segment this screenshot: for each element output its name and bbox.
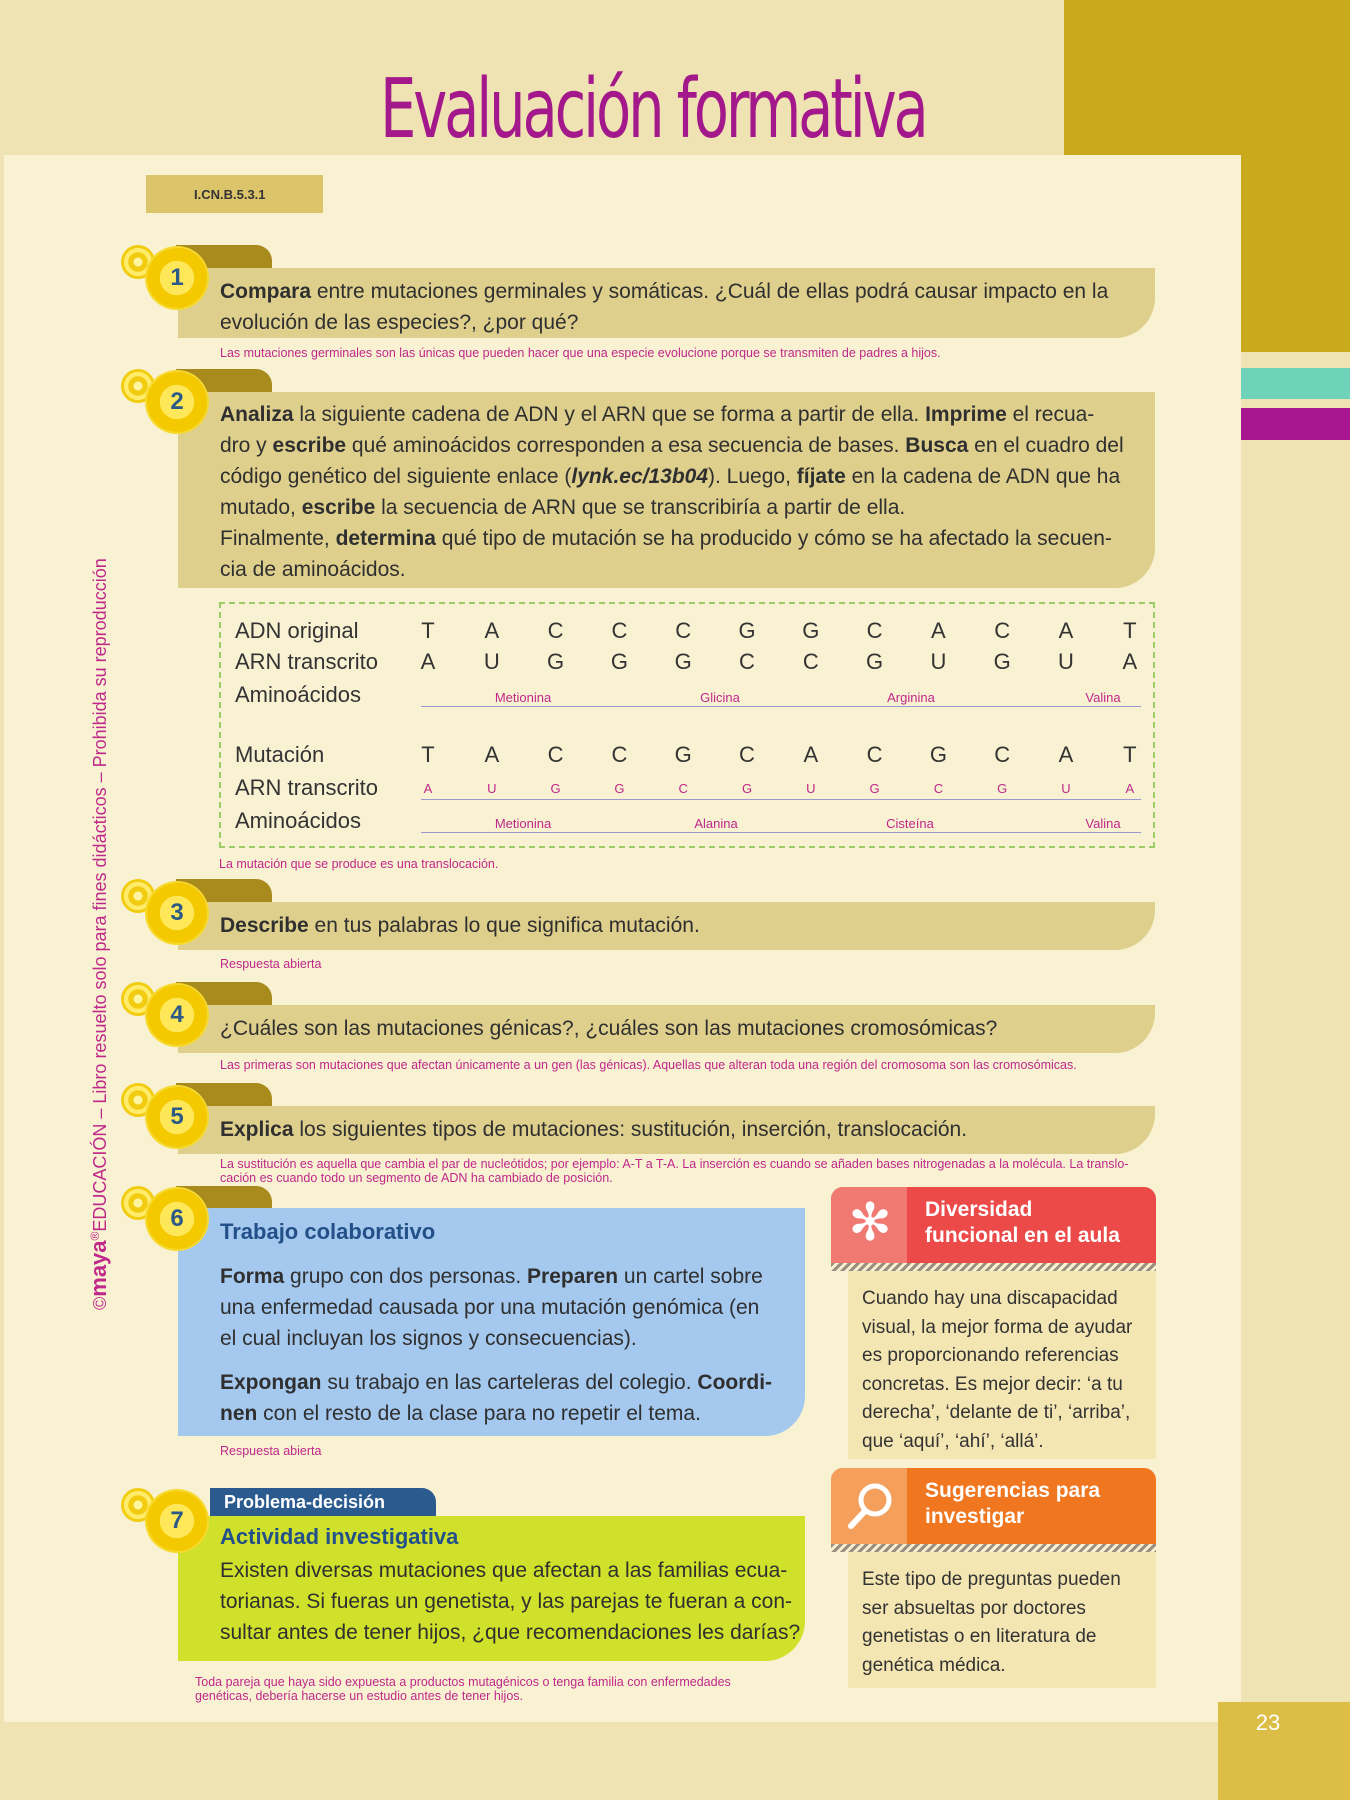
arn-mutado-base: G — [741, 781, 753, 796]
question-7-answer: Toda pareja que haya sido expuesta a productos mutagénicos o tenga familia con enfermedades genéticas, debería hacerse un estudio antes de tener hijos. — [195, 1675, 731, 1703]
diversidad-line: derecha’, ‘delante de ti’, ‘arriba’, — [862, 1402, 1131, 1423]
aminoacido: Metionina — [494, 690, 552, 705]
mutacion-base: C — [611, 742, 628, 767]
sugerencias-line: Este tipo de preguntas pueden — [862, 1569, 1121, 1590]
sugerencias-line: ser absueltas por doctores — [862, 1597, 1086, 1619]
arn-mutado-base: G — [997, 781, 1008, 796]
arn-mutado-base: U — [806, 781, 816, 796]
arn-base: A — [420, 649, 436, 674]
row-label-arn-mutado: ARN transcrito — [235, 775, 379, 800]
aminoacido-mutado: Metionina — [494, 816, 552, 831]
arn-mutado-base: C — [933, 781, 944, 796]
diversidad-line: que ‘aquí’, ‘ahí’, ‘allá’. — [862, 1430, 1044, 1452]
arn-mutado-base: G — [550, 781, 561, 796]
arn-base: C — [802, 649, 819, 674]
right-margin — [1241, 352, 1350, 1800]
adn-base: C — [994, 618, 1011, 643]
adn-base: G — [802, 618, 820, 643]
flower-icon: ✻ — [848, 1193, 892, 1253]
header-stripe — [831, 1544, 1156, 1552]
mutacion-base: G — [674, 742, 692, 767]
question-2-text: Analiza la siguiente cadena de ADN y el ARN que se forma a partir de ella. Imprime el recua- dro y escribe qué aminoácidos corresponden a esa secuencia de bases. Busca en el cuadro del código genético del siguiente enlace (lynk.ec/13b04). Luego, fíjate en la cadena de ADN que ha mutado, escribe la secuencia de ARN que se transcribiría a partir de ella. Finalmente, determina qué tipo de mutación se ha producido y cómo se ha afectado la secuen- cia de aminoácidos. — [220, 403, 1124, 581]
magenta-stripe — [1241, 408, 1350, 440]
bottom-band — [0, 1722, 1350, 1800]
diversidad-line: es proporcionando referencias — [862, 1345, 1119, 1366]
question-6-answer: Respuesta abierta — [220, 1444, 322, 1458]
sugerencias-line: genética médica. — [862, 1654, 1006, 1676]
arn-base: G — [993, 649, 1011, 674]
aminoacido: Glicina — [700, 690, 740, 705]
sugerencias-body — [848, 1552, 1156, 1688]
mutacion-base: A — [803, 742, 819, 767]
arn-mutado-base: U — [1061, 781, 1071, 796]
question-4-answer: Las primeras son mutaciones que afectan únicamente a un gen (las génicas). Aquellas que alteran toda una región del cromosoma son las cromosómicas. — [220, 1058, 1077, 1072]
diversidad-body — [848, 1271, 1156, 1459]
aminoacido-mutado: Alanina — [694, 816, 738, 831]
adn-base: T — [421, 618, 435, 643]
question-4-number: 4 — [170, 1001, 184, 1028]
row-label-arn: ARN transcrito — [235, 649, 379, 674]
arn-mutado-base: A — [1125, 781, 1135, 796]
question-6-number: 6 — [170, 1205, 184, 1232]
genetic-code-link[interactable]: lynk.ec/13b04 — [571, 465, 709, 488]
adn-base: C — [611, 618, 628, 643]
question-1-answer: Las mutaciones germinales son las únicas que pueden hacer que una especie evolucione porque se transmiten de padres a hijos. — [220, 346, 941, 360]
question-5-text: Explica los siguientes tipos de mutaciones: sustitución, inserción, translocación. — [220, 1118, 968, 1141]
row-label-aminoacidos: Aminoácidos — [235, 682, 361, 707]
adn-base: A — [484, 618, 500, 643]
adn-base: T — [1123, 618, 1137, 643]
page-number: 23 — [1255, 1710, 1281, 1735]
question-3-answer: Respuesta abierta — [220, 957, 322, 971]
question-3-text: Describe en tus palabras lo que significa mutación. — [220, 914, 700, 937]
question-2-number: 2 — [170, 388, 184, 415]
adn-base: G — [738, 618, 756, 643]
question-6-paragraph-2: Expongan su trabajo en las carteleras del colegio. Coordi- nen con el resto de la clase para no repetir el tema. — [220, 1371, 773, 1425]
underline — [421, 799, 1141, 800]
mutacion-base: A — [484, 742, 500, 767]
adn-base: C — [675, 618, 692, 643]
row-label-mutacion: Mutación — [235, 742, 325, 767]
mutacion-base: T — [1123, 742, 1137, 767]
header-stripe — [831, 1263, 1156, 1271]
question-3-number: 3 — [170, 899, 184, 926]
adn-base: C — [547, 618, 564, 643]
mutacion-base: T — [421, 742, 435, 767]
aminoacido: Arginina — [887, 690, 935, 705]
question-7-text: Existen diversas mutaciones que afectan a las familias ecua- torianas. Si fueras un genetista, y las parejas te fueran a con- sultar antes de tener hijos, ¿que recomendaciones les darías? — [220, 1559, 801, 1644]
mutacion-base: C — [994, 742, 1011, 767]
adn-base: A — [1058, 618, 1074, 643]
mutacion-base: G — [929, 742, 947, 767]
question-1-number: 1 — [170, 264, 184, 291]
mutacion-base: C — [866, 742, 883, 767]
curriculum-code: I.CN.B.5.3.1 — [146, 175, 323, 213]
question-5-answer: La sustitución es aquella que cambia el par de nucleótidos; por ejemplo: A-T a T-A. La inserción es cuando se añaden bases nitrogenadas a la molécula. La translo- cación es cuando todo un segmento de ADN ha cambiado de posición. — [220, 1157, 1129, 1185]
sugerencias-title: Sugerencias para investigar — [925, 1479, 1101, 1528]
row-label-aminoacidos-mutados: Aminoácidos — [235, 808, 361, 833]
underline — [421, 706, 1141, 707]
question-1-text: Compara entre mutaciones germinales y somáticas. ¿Cuál de ellas podrá causar impacto en la evolución de las especies?, ¿por qué? — [220, 280, 1109, 334]
question-2-answer: La mutación que se produce es una translocación. — [219, 857, 499, 871]
adn-base: C — [866, 618, 883, 643]
sugerencias-line: genetistas o en literatura de — [862, 1626, 1097, 1647]
question-7-title: Actividad investigativa — [220, 1524, 459, 1549]
aminoacido: Valina — [1085, 690, 1121, 705]
problema-decision-tab: Problema-decisión — [210, 1488, 436, 1518]
mutacion-base: C — [547, 742, 564, 767]
question-7-number: 7 — [170, 1507, 184, 1534]
arn-mutado-base: G — [869, 781, 880, 796]
page-title: Evaluación formativa — [380, 62, 926, 157]
question-4-text: ¿Cuáles son las mutaciones génicas?, ¿cuáles son las mutaciones cromosómicas? — [220, 1017, 998, 1040]
question-5-number: 5 — [170, 1103, 184, 1130]
mutacion-base: A — [1058, 742, 1074, 767]
aminoacido-mutado: Cisteína — [886, 816, 934, 831]
arn-base: C — [739, 649, 755, 674]
arn-base: U — [483, 649, 500, 674]
arn-mutado-base: C — [678, 781, 688, 796]
diversidad-title: Diversidad funcional en el aula — [925, 1198, 1120, 1247]
diversidad-line: concretas. Es mejor decir: ‘a tu — [862, 1373, 1123, 1395]
diversidad-line: visual, la mejor forma de ayudar — [862, 1316, 1133, 1338]
mutacion-base: C — [739, 742, 755, 767]
arn-mutado-base: A — [423, 781, 433, 796]
aminoacido-mutado: Valina — [1085, 816, 1121, 831]
arn-base: A — [1122, 649, 1138, 674]
copyright-side-text: ©maya®EDUCACIÓN – Libro resuelto solo para fines didácticos – Prohibida su reproducción — [86, 558, 111, 1310]
diversidad-line: Cuando hay una discapacidad — [862, 1288, 1118, 1309]
arn-base: G — [610, 649, 628, 674]
row-label-adn: ADN original — [235, 618, 359, 643]
teal-stripe — [1241, 368, 1350, 399]
arn-base: U — [1058, 649, 1074, 674]
magnifier-icon — [845, 1480, 895, 1537]
arn-base: G — [547, 649, 565, 674]
arn-base: G — [866, 649, 884, 674]
arn-mutado-base: U — [487, 781, 497, 796]
question-6-title: Trabajo colaborativo — [220, 1219, 436, 1244]
underline — [421, 832, 1141, 833]
adn-base: A — [931, 618, 946, 643]
arn-base: U — [930, 649, 947, 674]
question-6-paragraph-1: Forma grupo con dos personas. Preparen un cartel sobre una enfermedad causada por una mutación genómica (en el cual incluyan los signos y consecuencias). — [220, 1265, 763, 1350]
arn-mutado-base: G — [614, 781, 625, 796]
arn-base: G — [674, 649, 692, 674]
